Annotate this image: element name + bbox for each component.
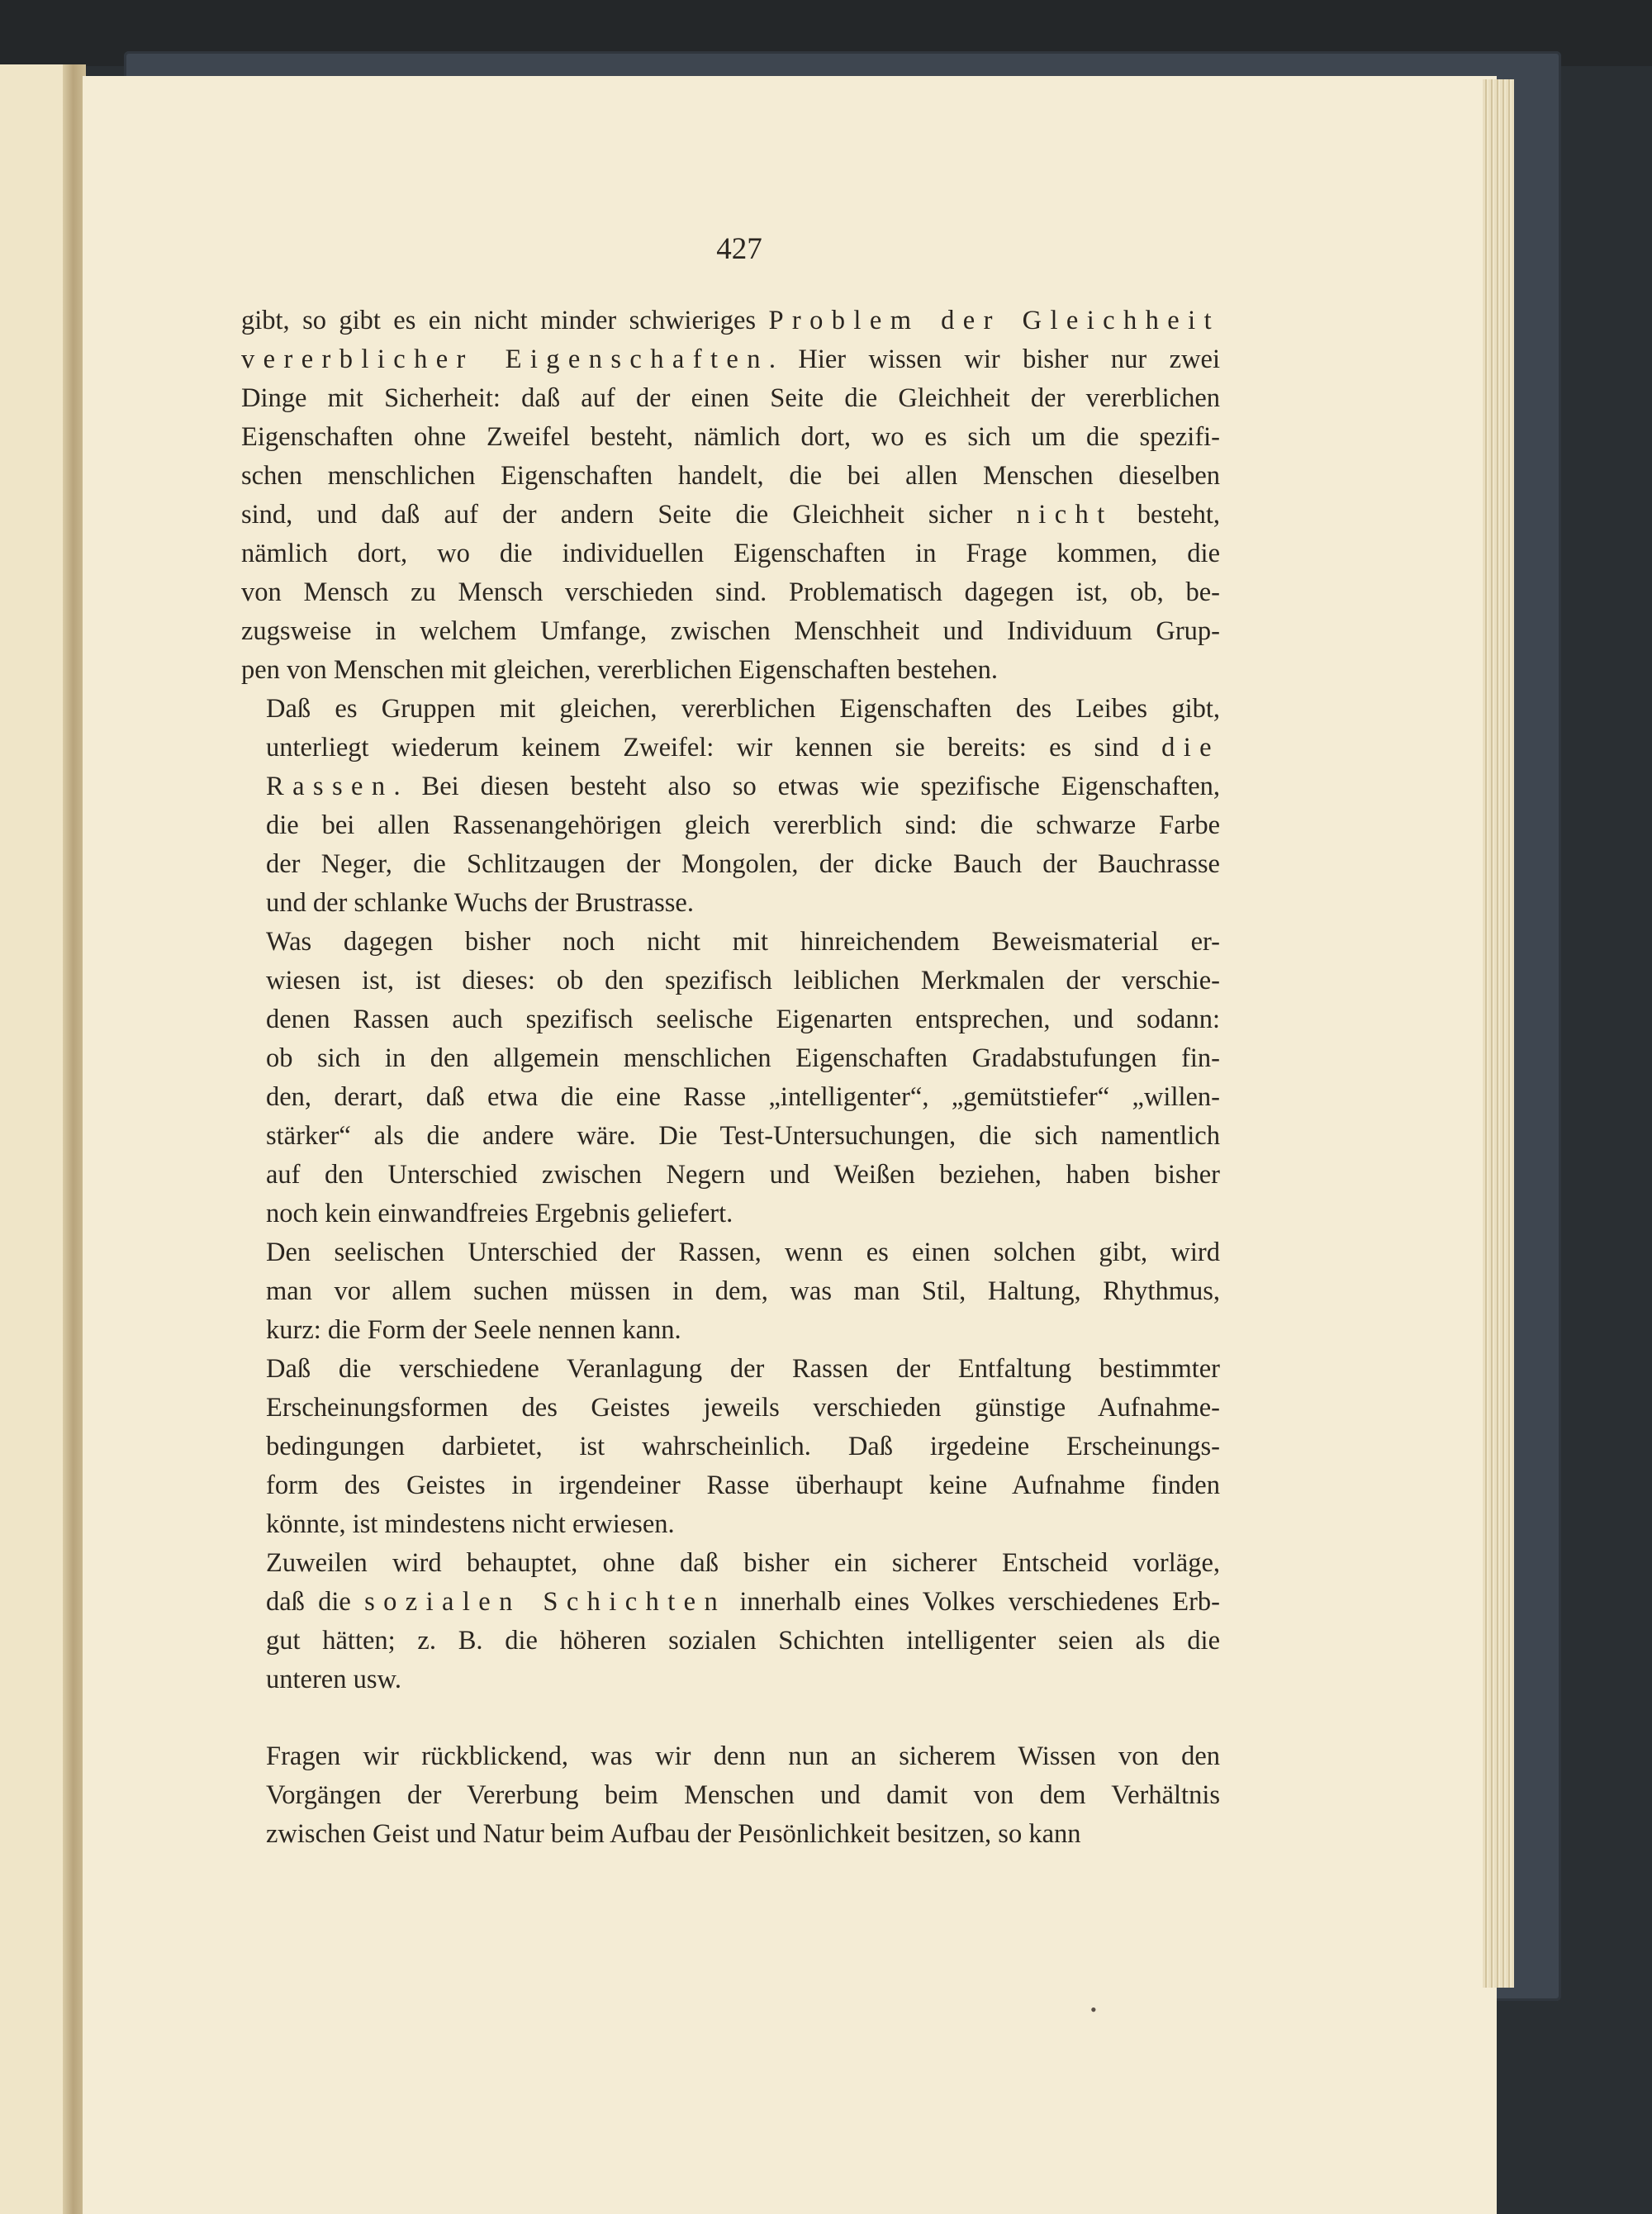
- paragraph-p6: [241, 1544, 1220, 1699]
- text-line: [266, 1548, 1220, 1578]
- text-line: [241, 577, 1220, 607]
- text-line: [266, 772, 1220, 801]
- line-row: [241, 1428, 1220, 1466]
- spaced-emphasis: vererblicher Eigenschaften: [241, 344, 769, 374]
- line-row: [241, 1350, 1220, 1389]
- text-segment: nämlich dort, wo die individuellen Eigenschaften in Frage kommen, die: [241, 539, 1220, 568]
- line-row: [241, 729, 1220, 767]
- text-segment: unterliegt wiederum keinem Zweifel: wir kennen sie bereits: es sind: [266, 733, 1162, 763]
- line-row: [241, 340, 1220, 379]
- section-gap: [241, 1699, 1220, 1737]
- text-line: [241, 422, 1220, 452]
- text-line: [266, 1160, 1220, 1190]
- line-row: [241, 302, 1220, 340]
- line-row: [241, 1000, 1220, 1039]
- line-row: [241, 379, 1220, 418]
- line-row: [241, 1815, 1220, 1854]
- line-row: [241, 612, 1220, 651]
- line-row: [241, 806, 1220, 845]
- text-segment: Vorgängen der Vererbung beim Menschen und damit von dem Verhältnis: [266, 1780, 1220, 1810]
- text-line: [241, 461, 1220, 491]
- text-line: [266, 733, 1220, 763]
- text-segment: könnte, ist mindestens nicht erwiesen.: [266, 1509, 675, 1539]
- text-line: [241, 655, 998, 685]
- line-row: [241, 845, 1220, 884]
- text-segment: Was dagegen bisher noch nicht mit hinreichendem Beweismaterial er-: [266, 927, 1220, 957]
- text-line: [266, 966, 1220, 995]
- text-line: [241, 383, 1220, 413]
- text-segment: die bei allen Rassenangehörigen gleich vererblich sind: die schwarze Farbe: [266, 810, 1220, 840]
- text-segment: gut hätten; z. B. die höheren sozialen Schichten intelligenter seien als die: [266, 1626, 1220, 1656]
- text-segment: innerhalb eines Volkes verschiedenes Erb-: [726, 1587, 1221, 1617]
- text-segment: Den seelischen Unterschied der Rassen, wenn es einen solchen gibt, wird: [266, 1238, 1220, 1267]
- text-line: [266, 1393, 1220, 1423]
- line-row: [241, 418, 1220, 457]
- line-row: [241, 1272, 1220, 1311]
- body-text: [241, 302, 1220, 1854]
- text-segment: noch kein einwandfreies Ergebnis geliefert.: [266, 1199, 733, 1228]
- text-segment: der Neger, die Schlitzaugen der Mongolen, der dicke Bauch der Bauchrasse: [266, 849, 1220, 879]
- paragraph-p3: [241, 923, 1220, 1233]
- text-segment: Dinge mit Sicherheit: daß auf der einen Seite die Gleichheit der vererblichen: [241, 383, 1220, 413]
- spaced-emphasis: Rassen: [266, 772, 394, 801]
- text-line: [241, 500, 1220, 530]
- text-segment: Zuweilen wird behauptet, ohne daß bisher ein sicherer Entscheid vorläge,: [266, 1548, 1220, 1578]
- text-segment: kurz: die Form der Seele nennen kann.: [266, 1315, 681, 1345]
- line-row: [241, 1156, 1220, 1195]
- line-row: [241, 1311, 1220, 1350]
- text-line: [266, 1665, 401, 1694]
- text-line: [241, 539, 1220, 568]
- text-segment: Daß es Gruppen mit gleichen, vererblichen Eigenschaften des Leibes gibt,: [266, 694, 1220, 724]
- text-segment: ob sich in den allgemein menschlichen Eigenschaften Gradabstufungen fin-: [266, 1043, 1220, 1073]
- text-segment: bedingungen darbietet, ist wahrscheinlich. Daß irgedeine Erscheinungs-: [266, 1432, 1220, 1461]
- text-segment: . Hier wissen wir bisher nur zwei: [768, 344, 1220, 374]
- paragraph-p1: [241, 302, 1220, 690]
- line-row: [241, 767, 1220, 806]
- text-segment: zugsweise in welchem Umfange, zwischen Menschheit und Individuum Grup-: [241, 616, 1220, 646]
- text-line: [266, 1432, 1220, 1461]
- text-segment: pen von Menschen mit gleichen, vererblichen Eigenschaften bestehen.: [241, 655, 998, 685]
- line-row: [241, 690, 1220, 729]
- line-row: [241, 1195, 1220, 1233]
- spaced-emphasis: nicht: [1016, 500, 1113, 530]
- text-line: [266, 849, 1220, 879]
- ink-speck: •: [1090, 1999, 1097, 2020]
- line-row: [241, 923, 1220, 962]
- text-segment: sind, und daß auf der andern Seite die Gleichheit sicher: [241, 500, 1017, 530]
- text-line: [266, 1741, 1220, 1771]
- text-segment: gibt, so gibt es ein nicht minder schwieriges: [241, 306, 769, 335]
- text-line: [241, 306, 1220, 335]
- text-line: [266, 1082, 1220, 1112]
- line-row: [241, 573, 1220, 612]
- page-number: 427: [716, 232, 762, 266]
- text-line: [266, 1043, 1220, 1073]
- text-segment: den, derart, daß etwa die eine Rasse „intelligenter“, „gemütstiefer“ „willen-: [266, 1082, 1220, 1112]
- line-row: [241, 1389, 1220, 1428]
- text-segment: Erscheinungsformen des Geistes jeweils verschieden günstige Aufnahme-: [266, 1393, 1220, 1423]
- text-segment: form des Geistes in irgendeiner Rasse überhaupt keine Aufnahme finden: [266, 1470, 1220, 1500]
- line-row: [241, 651, 1220, 690]
- text-segment: und der schlanke Wuchs der Brustrasse.: [266, 888, 694, 918]
- text-segment: Daß die verschiedene Veranlagung der Rassen der Entfaltung bestimmter: [266, 1354, 1220, 1384]
- text-line: [266, 1121, 1220, 1151]
- text-line: [241, 344, 1220, 374]
- line-row: [241, 1078, 1220, 1117]
- line-row: [241, 1776, 1220, 1815]
- line-row: [241, 1505, 1220, 1544]
- paragraph-p7: [241, 1737, 1220, 1854]
- text-line: [266, 927, 1220, 957]
- text-line: [266, 1354, 1220, 1384]
- line-row: [241, 1660, 1220, 1699]
- line-row: [241, 457, 1220, 496]
- text-line: [266, 1238, 1220, 1267]
- line-row: [241, 534, 1220, 573]
- text-line: [266, 1315, 681, 1345]
- text-line: [266, 810, 1220, 840]
- line-row: [241, 884, 1220, 923]
- line-row: [241, 1117, 1220, 1156]
- text-segment: wiesen ist, ist dieses: ob den spezifisch leiblichen Merkmalen der verschie-: [266, 966, 1220, 995]
- text-segment: von Mensch zu Mensch verschieden sind. Problematisch dagegen ist, ob, be-: [241, 577, 1220, 607]
- line-row: [241, 1466, 1220, 1505]
- text-line: [266, 1587, 1220, 1617]
- text-line: [266, 1626, 1220, 1656]
- line-row: [241, 1737, 1220, 1776]
- spaced-emphasis: sozialen Schichten: [364, 1587, 727, 1617]
- paragraph-p4: [241, 1233, 1220, 1350]
- text-line: [266, 1470, 1220, 1500]
- text-line: [266, 1819, 1081, 1849]
- text-segment: unteren usw.: [266, 1665, 401, 1694]
- text-line: [266, 888, 694, 918]
- text-segment: man vor allem suchen müssen in dem, was man Stil, Haltung, Rhythmus,: [266, 1276, 1220, 1306]
- paragraph-p5: [241, 1350, 1220, 1544]
- page-edges: [1483, 79, 1514, 1988]
- line-row: [241, 962, 1220, 1000]
- text-segment: stärker“ als die andere wäre. Die Test-Untersuchungen, die sich namentlich: [266, 1121, 1220, 1151]
- text-line: [241, 616, 1220, 646]
- line-row: [241, 1583, 1220, 1622]
- paragraph-p2: [241, 690, 1220, 923]
- text-segment: daß die: [266, 1587, 365, 1617]
- text-line: [266, 1199, 733, 1228]
- line-row: [241, 1544, 1220, 1583]
- line-row: [241, 1233, 1220, 1272]
- text-segment: besteht,: [1113, 500, 1220, 530]
- text-line: [266, 1276, 1220, 1306]
- text-segment: Eigenschaften ohne Zweifel besteht, nämlich dort, wo es sich um die spezifi-: [241, 422, 1220, 452]
- text-segment: Fragen wir rückblickend, was wir denn nun an sicherem Wissen von den: [266, 1741, 1220, 1771]
- text-line: [266, 1509, 675, 1539]
- text-segment: denen Rassen auch spezifisch seelische Eigenarten entsprechen, und sodann:: [266, 1005, 1220, 1034]
- text-line: [266, 1780, 1220, 1810]
- line-row: [241, 1622, 1220, 1660]
- spaced-emphasis: Problem der Gleichheit: [768, 306, 1220, 335]
- line-row: [241, 1039, 1220, 1078]
- text-segment: . Bei diesen besteht also so etwas wie spezifische Eigenschaften,: [393, 772, 1220, 801]
- text-line: [266, 694, 1220, 724]
- text-segment: zwischen Geist und Natur beim Aufbau der Peısönlichkeit besitzen, so kann: [266, 1819, 1081, 1849]
- text-segment: schen menschlichen Eigenschaften handelt, die bei allen Menschen dieselben: [241, 461, 1220, 491]
- text-segment: auf den Unterschied zwischen Negern und Weißen beziehen, haben bisher: [266, 1160, 1220, 1190]
- spaced-emphasis: die: [1161, 733, 1220, 763]
- text-line: [266, 1005, 1220, 1034]
- line-row: [241, 496, 1220, 534]
